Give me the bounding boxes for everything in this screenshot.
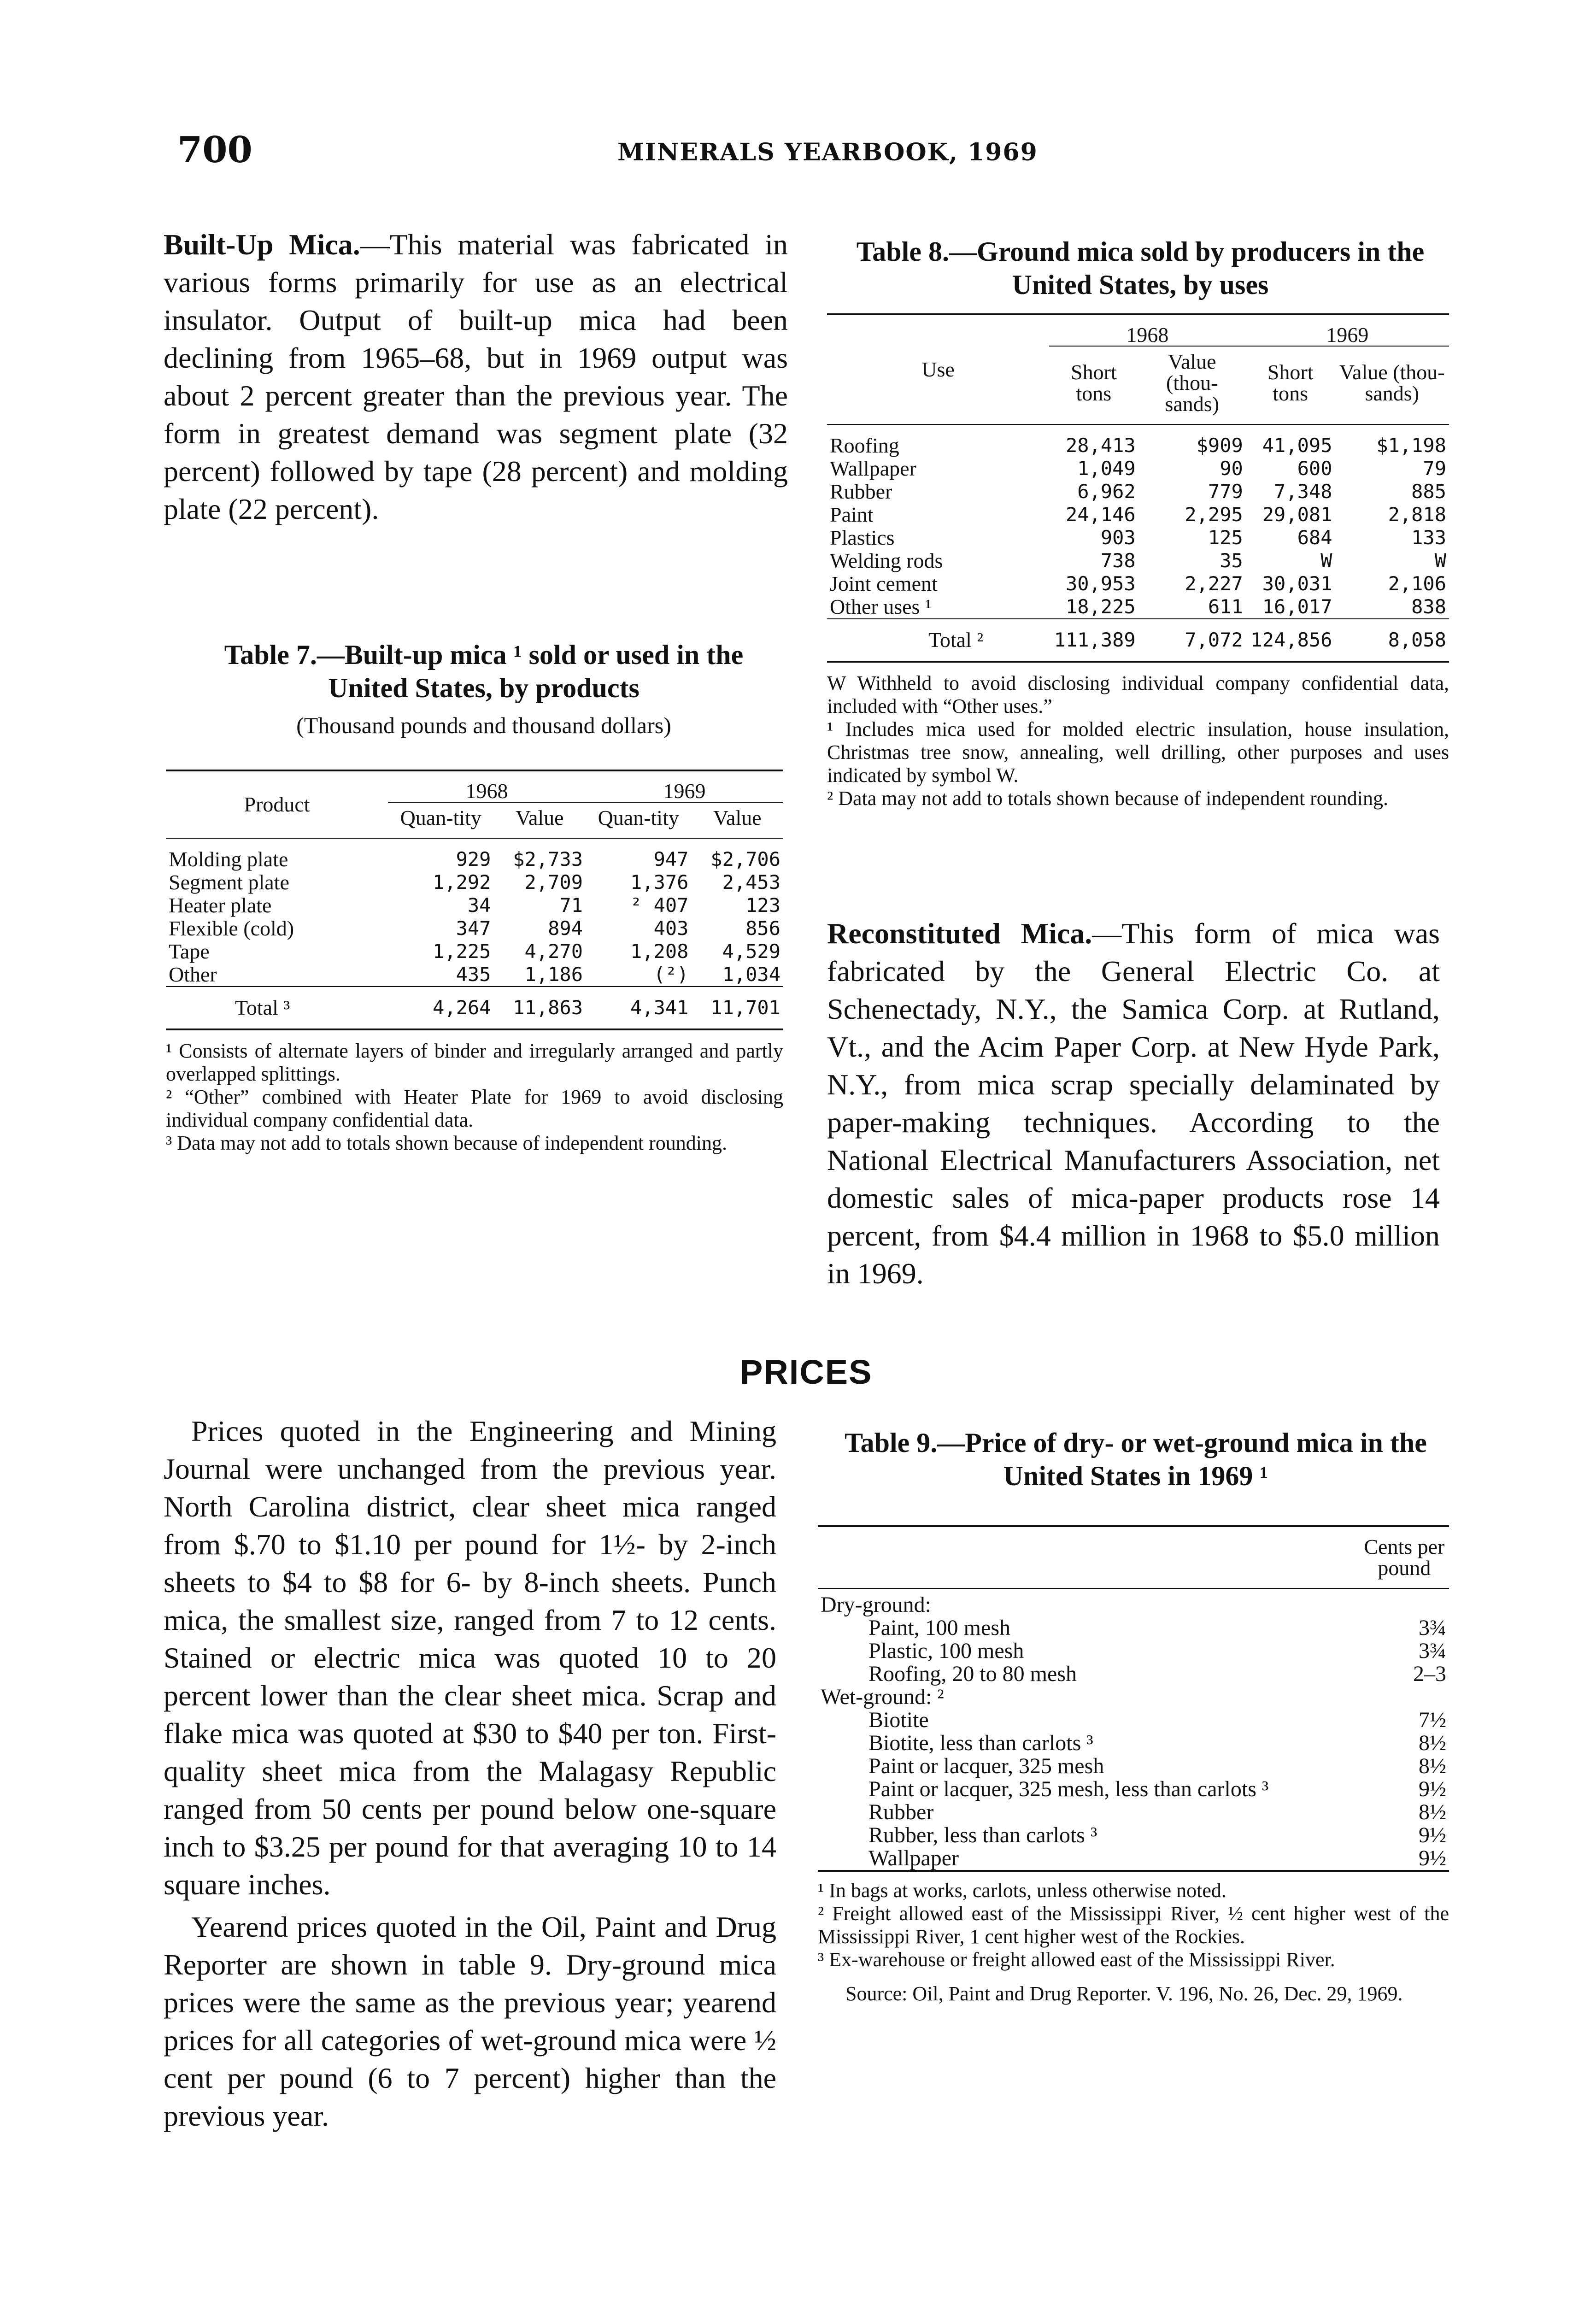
prices-heading: PRICES	[740, 1353, 873, 1391]
table9-wet-label: Wet-ground: ²	[821, 1685, 944, 1709]
table7-footnotes	[166, 1040, 783, 1155]
table7-subtitle: (Thousand pounds and thousand dollars)	[296, 712, 671, 738]
table8-value-cell: 41,095	[1262, 434, 1332, 457]
reconstituted-paragraph	[827, 915, 1440, 1293]
page-number: 700	[177, 129, 252, 171]
table7-footnote: ³ Data may not add to totals shown because of independent rounding.	[166, 1132, 728, 1154]
table9-row	[818, 1709, 1449, 1732]
table7-value-cell: $2,706	[710, 848, 780, 870]
table9-wet-body	[818, 1709, 1449, 1871]
table9-row	[818, 1755, 1449, 1778]
table8-row	[827, 572, 1449, 595]
table7-col-value-1969: Value	[691, 802, 783, 838]
table8-use-cell: Plastics	[830, 526, 895, 549]
table9-footnote: ³ Ex-warehouse or freight allowed east of the Mississippi River.	[818, 1948, 1335, 1971]
table7-value-cell: 435	[456, 963, 491, 986]
table9-row	[818, 1801, 1449, 1824]
table8-footnote: ¹ Includes mica used for molded electric insulation, house insulation, Christmas tree snow, annealing, well drilling, other purposes and uses indicated by symbol W.	[827, 718, 1449, 787]
table7-row	[166, 917, 783, 940]
table7	[166, 770, 783, 1155]
table9-price-cell: 8½	[1419, 1731, 1446, 1755]
table8	[827, 313, 1449, 810]
table7-value-cell: 2,453	[722, 871, 780, 893]
table8-total-label: Total ²	[928, 628, 984, 652]
table7-value-cell: 1,034	[722, 963, 780, 986]
table7-col-value-1968: Value	[493, 802, 586, 838]
table9-dry-body	[818, 1616, 1449, 1686]
table8-value-cell: 125	[1208, 526, 1243, 549]
table8-row	[827, 503, 1449, 526]
table7-row	[166, 871, 783, 894]
table7-grid	[166, 770, 783, 1030]
table8-value-cell: 2,818	[1388, 503, 1446, 526]
table8-row	[827, 595, 1449, 619]
table7-value-cell: 1,376	[630, 871, 689, 893]
table7-product-cell: Segment plate	[169, 870, 289, 894]
table8-title: Table 8.—Ground mica sold by producers in the United States, by uses	[856, 236, 1425, 300]
table8-use-cell: Roofing	[830, 434, 899, 457]
table8-value-cell: 885	[1411, 480, 1446, 503]
table7-value-cell: (²)	[653, 963, 689, 986]
table9-price-cell: 8½	[1419, 1754, 1446, 1778]
table8-footnote: ² Data may not add to totals shown because of independent rounding.	[827, 787, 1389, 810]
table7-footnote: ¹ Consists of alternate layers of binder and irregularly arranged and partly overlapped splittings.	[166, 1040, 783, 1085]
table8-value-cell: 35	[1220, 549, 1243, 572]
table9-dry-label: Dry-ground:	[821, 1593, 931, 1617]
table9-row	[818, 1778, 1449, 1801]
table8-total-cell: 7,072	[1185, 629, 1243, 651]
table8-value-cell: W	[1320, 549, 1332, 572]
table7-value-cell: 347	[456, 917, 491, 940]
table7-product-cell: Other	[169, 963, 217, 986]
table7-value-cell: 856	[745, 917, 780, 940]
table8-year-1969: 1969	[1326, 323, 1369, 347]
table7-value-cell: 1,225	[433, 940, 491, 963]
table9-item-cell: Roofing, 20 to 80 mesh	[868, 1662, 1077, 1686]
table9-price-cell: 9½	[1419, 1846, 1446, 1870]
table8-use-cell: Rubber	[830, 480, 892, 503]
table7-product-cell: Molding plate	[169, 847, 288, 871]
table9-source: Source: Oil, Paint and Drug Reporter. V. 196, No. 26, Dec. 29, 1969.	[845, 1982, 1403, 2005]
table7-col-qty-1969: Quan-tity	[586, 802, 691, 838]
builtup-lead: Built-Up Mica.	[164, 228, 360, 261]
table8-total-cell: 111,389	[1054, 629, 1136, 651]
table9-item-cell: Paint, 100 mesh	[868, 1616, 1010, 1640]
table7-footnote: ² “Other” combined with Heater Plate for 1969 to avoid disclosing individual company confidential data.	[166, 1086, 783, 1131]
table8-use-cell: Paint	[830, 503, 874, 526]
prices-text-2: Yearend prices quoted in the Oil, Paint and Drug Reporter are shown in table 9. Dry-ground mica prices were the same as the previous year; yearend prices for all categories of wet-ground mica were ½ cent per pound (6 to 7 percent) higher than the previous year.	[164, 1910, 776, 2132]
table9-price-cell: 2–3	[1413, 1662, 1446, 1686]
table8-value-cell: 28,413	[1065, 434, 1136, 457]
prices-paragraph-1	[164, 1412, 776, 2135]
table8-value-cell: 903	[1100, 526, 1136, 549]
table7-value-cell: 4,270	[524, 940, 583, 963]
table7-value-cell: 71	[559, 894, 583, 917]
table9-row	[818, 1824, 1449, 1847]
table9-footnote: ² Freight allowed east of the Mississippi River, ½ cent higher west of the Mississippi River, 1 cent higher west of the Rockies.	[818, 1902, 1449, 1948]
table8-value-cell: $909	[1196, 434, 1243, 457]
table7-col-product: Product	[244, 793, 310, 816]
table7-product-cell: Flexible (cold)	[169, 917, 294, 940]
table7-row	[166, 894, 783, 917]
table8-value-cell: W	[1434, 549, 1446, 572]
table8-value-cell: 18,225	[1065, 595, 1136, 618]
builtup-paragraph	[164, 226, 788, 528]
table7-total-cell: 11,863	[513, 996, 583, 1019]
builtup-text: —This material was fabricated in various forms primarily for use as an electrical insulator. Output of built-up mica had been declining from 1965–68, but in 1969 output was about 2 percent greater than the previous year. The form in greatest demand was segment plate (32 percent) followed by tape (28 percent) and molding plate (22 percent).	[164, 228, 788, 525]
table7-value-cell: 929	[456, 848, 491, 870]
table8-col-tons-1969: Short tons	[1246, 346, 1335, 424]
table8-total-cell: 124,856	[1250, 629, 1332, 651]
table9-price-cell: 9½	[1419, 1823, 1446, 1847]
table8-row	[827, 549, 1449, 572]
table7-row	[166, 940, 783, 963]
table7-year-1968: 1968	[465, 779, 508, 803]
table8-use-cell: Other uses ¹	[830, 595, 932, 618]
table8-col-tons-1968: Short tons	[1049, 346, 1138, 424]
table7-value-cell: $2,733	[513, 848, 583, 870]
table8-value-cell: $1,198	[1376, 434, 1446, 457]
table9-title: Table 9.—Price of dry- or wet-ground mica in the United States in 1969 ¹	[845, 1428, 1427, 1491]
table9-item-cell: Biotite, less than carlots ³	[868, 1731, 1093, 1755]
table7-value-cell: 403	[653, 917, 689, 940]
table8-value-cell: 611	[1208, 595, 1243, 618]
table9	[818, 1525, 1449, 2005]
table8-value-cell: 838	[1411, 595, 1446, 618]
table7-value-cell: ² 407	[630, 894, 689, 917]
table8-grid	[827, 313, 1449, 663]
table8-value-cell: 2,106	[1388, 572, 1446, 595]
table7-total-label: Total ³	[235, 996, 290, 1019]
table9-item-cell: Rubber, less than carlots ³	[868, 1823, 1097, 1847]
table7-total-cell: 11,701	[710, 996, 780, 1019]
table8-use-cell: Wallpaper	[830, 457, 916, 480]
table8-value-cell: 16,017	[1262, 595, 1332, 618]
table7-value-cell: 2,709	[524, 871, 583, 893]
table9-item-cell: Wallpaper	[868, 1846, 959, 1870]
reconstituted-text: —This form of mica was fabricated by the General Electric Co. at Schenectady, N.Y., the Samica Corp. at Rutland, Vt., and the Acim Paper Corp. at New Hyde Park, N.Y., from mica scrap specially delaminated by paper-making techniques. According to the National Electrical Manufacturers Association, net domestic sales of mica-paper products rose 14 percent, from $4.4 million in 1968 to $5.0 million in 1969.	[827, 917, 1440, 1290]
table9-footnote: ¹ In bags at works, carlots, unless otherwise noted.	[818, 1879, 1226, 1902]
table7-body	[166, 838, 783, 987]
table8-year-1968: 1968	[1126, 323, 1169, 347]
table7-value-cell: 123	[745, 894, 780, 917]
table9-col-header: Cents per pound	[1364, 1535, 1445, 1580]
table8-use-cell: Welding rods	[830, 549, 943, 572]
table9-row	[818, 1847, 1449, 1871]
table7-title: Table 7.—Built-up mica ¹ sold or used in the United States, by products	[224, 640, 744, 703]
table9-footnotes	[818, 1879, 1449, 2005]
table9-row	[818, 1616, 1449, 1640]
table8-value-cell: 79	[1423, 457, 1446, 480]
table9-price-cell: 3¾	[1419, 1616, 1446, 1640]
table9-row	[818, 1640, 1449, 1663]
table8-value-cell: 738	[1100, 549, 1136, 572]
table7-product-cell: Tape	[169, 940, 210, 963]
table8-value-cell: 600	[1297, 457, 1332, 480]
table8-value-cell: 1,049	[1077, 457, 1136, 480]
table8-total-cell: 8,058	[1388, 629, 1446, 651]
table8-value-cell: 30,953	[1065, 572, 1136, 595]
table7-value-cell: 4,529	[722, 940, 780, 963]
table7-value-cell: 1,208	[630, 940, 689, 963]
table8-value-cell: 29,081	[1262, 503, 1332, 526]
table9-price-cell: 3¾	[1419, 1639, 1446, 1663]
table8-value-cell: 2,227	[1185, 572, 1243, 595]
table9-grid	[818, 1525, 1449, 1872]
table8-footnote: W Withheld to avoid disclosing individual company confidential data, included with “Other uses.”	[827, 672, 1449, 717]
table8-value-cell: 24,146	[1065, 503, 1136, 526]
table9-item-cell: Paint or lacquer, 325 mesh	[868, 1754, 1104, 1778]
table7-value-cell: 947	[653, 848, 689, 870]
table7-value-cell: 34	[467, 894, 491, 917]
table8-value-cell: 133	[1411, 526, 1446, 549]
table8-col-value-1969: Value (thou-sands)	[1335, 346, 1449, 424]
table9-item-cell: Biotite	[868, 1708, 929, 1732]
table8-body	[827, 424, 1449, 619]
table7-row	[166, 963, 783, 987]
table7-value-cell: 894	[548, 917, 583, 940]
table7-total-cell: 4,341	[630, 996, 689, 1019]
table9-item-cell: Paint or lacquer, 325 mesh, less than carlots ³	[868, 1777, 1269, 1801]
table8-value-cell: 2,295	[1185, 503, 1243, 526]
prices-text-1: Prices quoted in the Engineering and Mining Journal were unchanged from the previous year. North Carolina district, clear sheet mica ranged from $.70 to $1.10 per pound for 1½- by 2-inch sheets to $4 to $8 for 6- by 8-inch sheets. Punch mica, the smallest size, ranged from 7 to 12 cents. Stained or electric mica was quoted 10 to 20 percent lower than the clear sheet mica. Scrap and flake mica was quoted at $30 to $40 per ton. First-quality sheet mica from the Malagasy Republic ranged from 50 cents per pound below one-square inch to $3.25 per pound for that averaging 10 to 14 square inches.	[164, 1415, 776, 1901]
table7-total-cell: 4,264	[433, 996, 491, 1019]
table8-col-value-1968: Value (thou-sands)	[1138, 346, 1246, 424]
table8-col-use: Use	[921, 358, 955, 381]
table8-footnotes	[827, 672, 1449, 810]
table8-row	[827, 480, 1449, 503]
table7-value-cell: 1,186	[524, 963, 583, 986]
table8-value-cell: 90	[1220, 457, 1243, 480]
table7-product-cell: Heater plate	[169, 893, 272, 917]
table8-row	[827, 526, 1449, 549]
table7-row	[166, 838, 783, 871]
table8-value-cell: 684	[1297, 526, 1332, 549]
table8-value-cell: 779	[1208, 480, 1243, 503]
table7-value-cell: 1,292	[433, 871, 491, 893]
table9-price-cell: 9½	[1419, 1777, 1446, 1801]
table8-use-cell: Joint cement	[830, 572, 938, 595]
running-head: MINERALS YEARBOOK, 1969	[617, 138, 1038, 166]
table8-value-cell: 7,348	[1274, 480, 1332, 503]
table7-col-qty-1968: Quan-tity	[388, 802, 493, 838]
table7-year-1969: 1969	[663, 779, 706, 803]
table8-row	[827, 457, 1449, 480]
table8-value-cell: 30,031	[1262, 572, 1332, 595]
reconstituted-lead: Reconstituted Mica.	[827, 917, 1092, 950]
table9-item-cell: Plastic, 100 mesh	[868, 1639, 1024, 1663]
table8-value-cell: 6,962	[1077, 480, 1136, 503]
table9-row	[818, 1663, 1449, 1686]
table9-item-cell: Rubber	[868, 1800, 934, 1824]
table9-price-cell: 7½	[1419, 1708, 1446, 1732]
table9-price-cell: 8½	[1419, 1800, 1446, 1824]
table8-row	[827, 424, 1449, 457]
table9-row	[818, 1732, 1449, 1755]
